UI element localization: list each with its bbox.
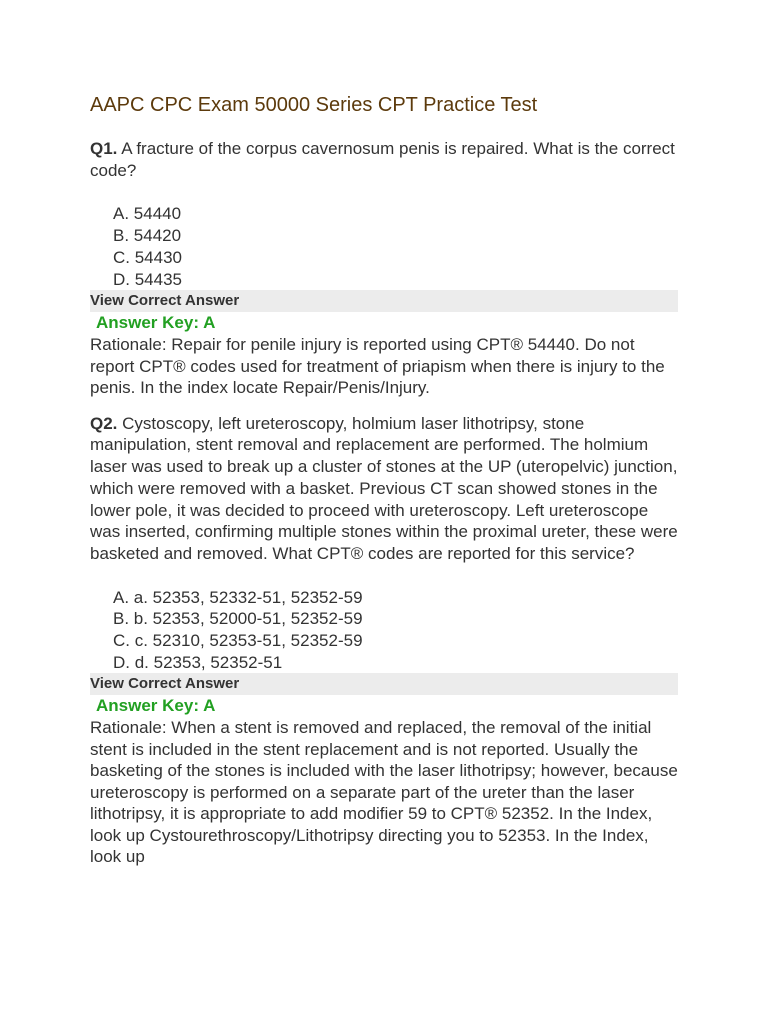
question-body: A fracture of the corpus cavernosum penis is repaired. What is the correct code?	[90, 139, 675, 180]
answer-key: Answer Key: A	[96, 696, 216, 716]
question-block-1	[90, 138, 678, 399]
question-text	[90, 138, 678, 181]
option-a: A. 54440	[113, 204, 182, 224]
question-block-2	[90, 413, 678, 868]
question-number: Q2.	[90, 413, 118, 433]
view-correct-answer-button[interactable]: View Correct Answer	[90, 290, 678, 312]
option-c: C. c. 52310, 52353-51, 52352-59	[113, 631, 363, 651]
document-page	[90, 92, 678, 868]
question-text	[90, 413, 678, 565]
rationale: Rationale: Repair for penile injury is reported using CPT® 54440. Do not report CPT® codes used for treatment of priapism when there is injury to the penis. In the index locate Repair/Penis/Injury.	[90, 335, 665, 398]
question-body: Cystoscopy, left ureteroscopy, holmium laser lithotripsy, stone manipulation, stent removal and replacement are performed. The holmium laser was used to break up a cluster of stones at the UP (uteropelvic) junction, which were removed with a basket. Previous CT scan showed stones in the lower pole, it was decided to proceed with ureteroscopy. Left ureteroscope was inserted, confirming multiple stones within the proximal ureter, these were basketed and removed. What CPT® codes are reported for this service?	[90, 413, 678, 563]
answer-key: Answer Key: A	[96, 313, 216, 333]
answer-options	[90, 587, 678, 674]
answer-options	[90, 203, 678, 290]
option-d: D. d. 52353, 52352-51	[113, 652, 283, 672]
question-number: Q1.	[90, 139, 118, 158]
option-b: B. 54420	[113, 226, 182, 246]
option-b: B. b. 52353, 52000-51, 52352-59	[113, 609, 363, 629]
option-d: D. 54435	[113, 269, 182, 289]
option-a: A. a. 52353, 52332-51, 52352-59	[113, 587, 363, 607]
rationale: Rationale: When a stent is removed and replaced, the removal of the initial stent is included in the stent replacement and is not reported. Usually the basketing of the stones is included with the laser lithotripsy; however, because ureteroscopy is performed on a separate part of the ureter than the laser lithotripsy, it is appropriate to add modifier 59 to CPT® 52352. In the Index, look up Cystourethroscopy/Lithotripsy directing you to 52353. In the Index, look up	[90, 718, 678, 867]
view-correct-answer-button[interactable]: View Correct Answer	[90, 673, 678, 695]
option-c: C. 54430	[113, 247, 182, 267]
page-title: AAPC CPC Exam 50000 Series CPT Practice Test	[90, 94, 538, 116]
